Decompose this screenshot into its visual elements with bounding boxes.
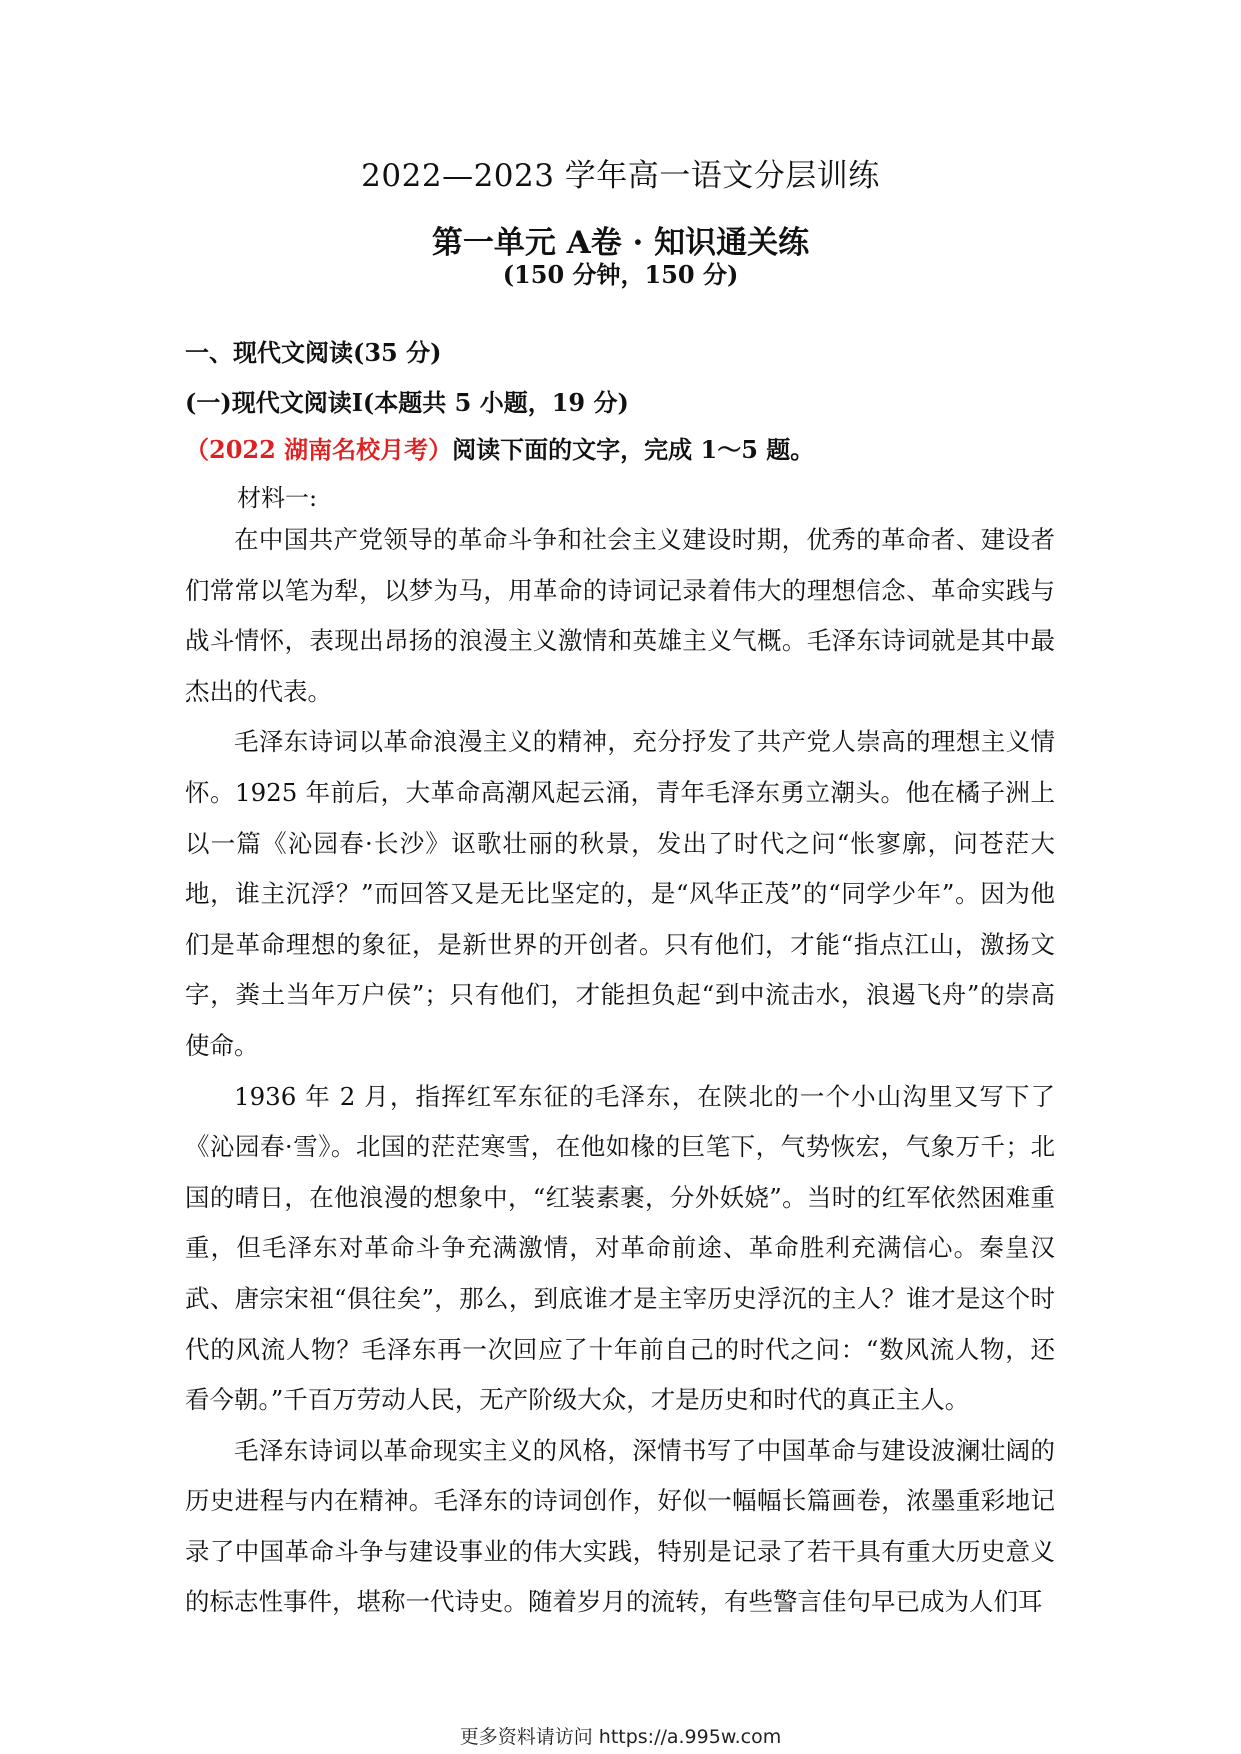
- source-label: （2022 湖南名校月考）: [185, 435, 453, 464]
- document-meta: (150 分钟，150 分): [502, 260, 739, 289]
- document-title: 2022—2023 学年高一语文分层训练: [361, 158, 880, 194]
- instruction-line: [185, 430, 814, 465]
- paragraph-1: 在中国共产党领导的革命斗争和社会主义建设时期，优秀的革命者、建设者们常常以笔为犁，以梦为马，用革命的诗词记录着伟大的理想信念、革命实践与战斗情怀，表现出昂扬的浪漫主义激情和英雄主义气概。毛泽东诗词就是其中最杰出的代表。: [185, 525, 1055, 706]
- article-body: [185, 515, 1055, 1628]
- section-heading-2: (一)现代文阅读Ⅰ(本题共 5 小题，19 分): [185, 388, 629, 417]
- material-label: 材料一:: [237, 484, 318, 512]
- document-subtitle: 第一单元 A卷 · 知识通关练: [431, 225, 810, 261]
- footer-link[interactable]: 更多资料请访问 https://a.995w.com: [459, 1726, 782, 1748]
- section-heading-1: 一、现代文阅读(35 分): [185, 338, 442, 367]
- paragraph-4: 毛泽东诗词以革命现实主义的风格，深情书写了中国革命与建设波澜壮阔的历史进程与内在精神。毛泽东的诗词创作，好似一幅幅长篇画卷，浓墨重彩地记录了中国革命斗争与建设事业的伟大实践，特别是记录了若干具有重大历史意义的标志性事件，堪称一代诗史。随着岁月的流转，有些警言佳句早已成为人们耳: [185, 1435, 1055, 1617]
- instruction-text: 阅读下面的文字，完成 1～5 题。: [452, 435, 815, 464]
- paragraph-3: 1936 年 2 月，指挥红军东征的毛泽东，在陕北的一个小山沟里又写下了《沁园春·雪》。北国的茫茫寒雪，在他如椽的巨笔下，气势恢宏，气象万千；北国的晴日，在他浪漫的想象中，“红装素裹，分外妖娆”。当时的红军依然困难重重，但毛泽东对革命斗争充满激情，对革命前途、革命胜利充满信心。秦皇汉武、唐宗宋祖“俱往矣”，那么，到底谁才是主宰历史浮沉的主人？谁才是这个时代的风流人物？毛泽东再一次回应了十年前自己的时代之问：“数风流人物，还看今朝。”千百万劳动人民，无产阶级大众，才是历史和时代的真正主人。: [185, 1081, 1055, 1415]
- paragraph-2: 毛泽东诗词以革命浪漫主义的精神，充分抒发了共产党人崇高的理想主义情怀。1925 年前后，大革命高潮风起云涌，青年毛泽东勇立潮头。他在橘子洲上以一篇《沁园春·长沙》讴歌壮丽的秋景，发出了时代之问“怅寥廓，问苍茫大地，谁主沉浮？”而回答又是无比坚定的，是“风华正茂”的“同学少年”。因为他们是革命理想的象征，是新世界的开创者。只有他们，才能“指点江山，激扬文字，粪土当年万户侯”；只有他们，才能担负起“到中流击水，浪遏飞舟”的崇高使命。: [185, 727, 1055, 1060]
